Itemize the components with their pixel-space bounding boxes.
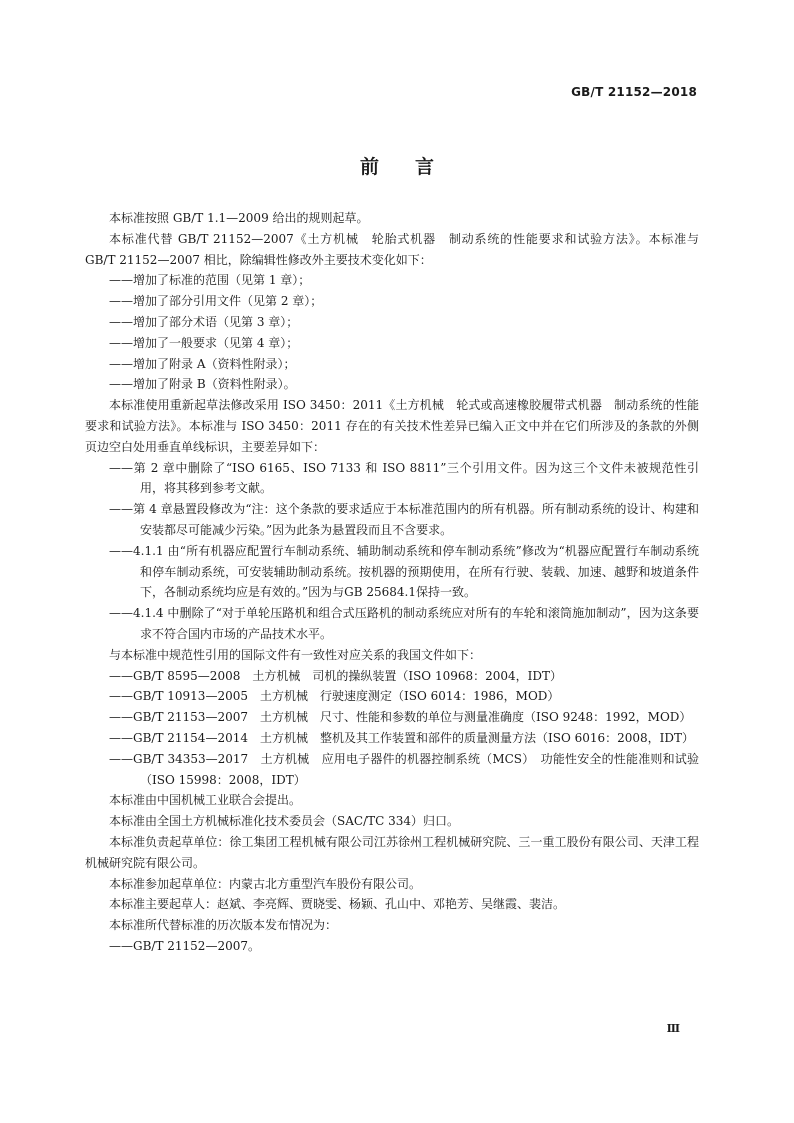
page-number: Ⅲ — [666, 1022, 680, 1035]
page-title: 前言 — [359, 156, 470, 178]
list-item: ——GB/T 21154—2014 土方机械 整机及其工作装置和部件的质量测量方法（ISO 6016：2008，IDT） — [109, 730, 695, 745]
paragraph: 本标准代替 GB/T 21152—2007《土方机械 轮胎式机器 制动系统的性能要求和试验方法》。本标准与 GB/T 21152—2007 相比，除编辑性修改外主要技术变化如下： — [85, 231, 699, 267]
paragraph: 本标准参加起草单位：内蒙古北方重型汽车股份有限公司。 — [109, 876, 422, 891]
list-item: ——第 4 章悬置段修改为“注：这个条款的要求适应于本标准范围内的所有机器。所有制动系统的设计、构建和安装都尽可能减少污染。”因为此条为悬置段而且不含要求。 — [109, 502, 699, 537]
list-item: ——GB/T 8595—2008 土方机械 司机的操纵装置（ISO 10968：2004，IDT） — [109, 668, 563, 683]
list-item: ——增加了标准的范围（见第 1 章）； — [109, 273, 311, 288]
paragraph: 本标准所代替标准的历次版本发布情况为： — [109, 918, 338, 933]
foreword-body — [85, 208, 699, 957]
list-item: ——增加了一般要求（见第 4 章）； — [109, 335, 299, 350]
paragraph: 本标准由全国土方机械标准化技术委员会（SAC/TC 334）归口。 — [109, 814, 460, 829]
paragraph: 本标准由中国机械工业联合会提出。 — [109, 793, 302, 808]
list-item: ——增加了附录 A（资料性附录）； — [109, 356, 296, 371]
list-item: ——4.1.4 中删除了“对于单轮压路机和组合式压路机的制动系统应对所有的车轮和滚筒施加制动”，因为这条要求不符合国内市场的产品技术水平。 — [109, 606, 699, 641]
paragraph: 与本标准中规范性引用的国际文件有一致性对应关系的我国文件如下： — [109, 647, 482, 662]
standard-code: GB/T 21152—2018 — [571, 85, 697, 99]
list-item: ——GB/T 21152—2007。 — [109, 938, 260, 953]
paragraph: 本标准按照 GB/T 1.1—2009 给出的规则起草。 — [109, 211, 369, 225]
paragraph: 本标准主要起草人：赵斌、李亮辉、贾晓雯、杨颖、孔山中、邓艳芳、吴继霞、裴洁。 — [109, 897, 566, 912]
list-item: ——第 2 章中删除了“ISO 6165、ISO 7133 和 ISO 8811”三个引用文件。因为这三个文件未被规范性引用，将其移到参考文献。 — [109, 460, 699, 496]
list-item: ——增加了附录 B（资料性附录）。 — [109, 377, 296, 392]
list-item: ——GB/T 21153—2007 土方机械 尺寸、性能和参数的单位与测量准确度（ISO 9248：1992，MOD） — [109, 710, 692, 725]
paragraph: 本标准负责起草单位：徐工集团工程机械有限公司江苏徐州工程机械研究院、三一重工股份有限公司、天津工程机械研究院有限公司。 — [85, 834, 699, 870]
list-item: ——4.1.1 由“所有机器应配置行车制动系统、辅助制动系统和停车制动系统”修改为“机器应配置行车制动系统和停车制动系统，可安装辅助制动系统。按机器的预期使用，在所有行驶、装载、加速、越野和坡道条件下，各制动系统均应是有效的。”因为与GB 25684.1保持一致。 — [109, 543, 699, 600]
list-item: ——GB/T 10913—2005 土方机械 行驶速度测定（ISO 6014：1986，MOD） — [109, 689, 560, 704]
paragraph: 本标准使用重新起草法修改采用 ISO 3450：2011《土方机械 轮式或高速橡胶履带式机器 制动系统的性能要求和试验方法》。本标准与 ISO 3450：2011 存在的有关技术性差异已编入正文中并在它们所涉及的条款的外侧页边空白处用垂直单线标识，主要差异如下： — [85, 398, 699, 454]
list-item: ——增加了部分引用文件（见第 2 章）； — [109, 294, 323, 309]
list-item: ——增加了部分术语（见第 3 章）； — [109, 314, 299, 329]
list-item: ——GB/T 34353—2017 土方机械 应用电子器件的机器控制系统（MCS） 功能性安全的性能准则和试验（ISO 15998：2008，IDT） — [109, 751, 699, 787]
